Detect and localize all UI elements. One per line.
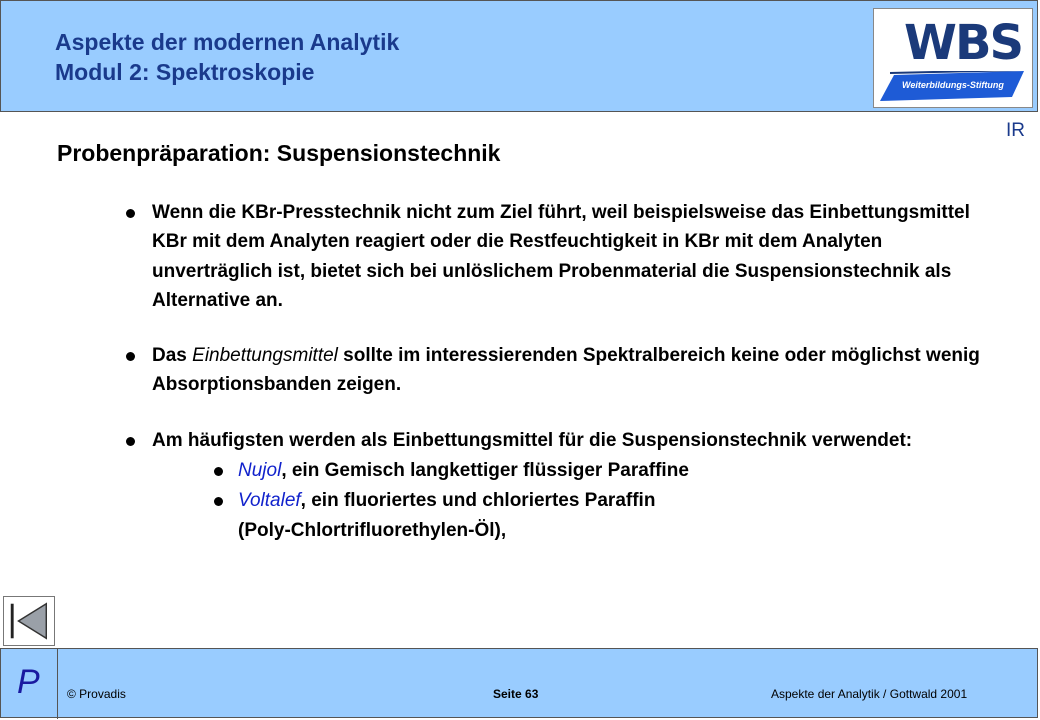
footer-page-number: Seite 63 xyxy=(493,687,539,701)
bullet-2 xyxy=(122,341,982,400)
footer-band xyxy=(0,648,1038,718)
section-tag: IR xyxy=(1006,120,1025,141)
wbs-logo xyxy=(873,8,1033,108)
term-nujol: Nujol xyxy=(238,460,282,482)
course-title xyxy=(55,27,399,87)
slide-title: Probenpräparation: Suspensionstechnik xyxy=(57,140,501,166)
nav-first-button[interactable] xyxy=(3,596,55,646)
bullet-2-emphasis: Einbettungsmittel xyxy=(192,345,338,367)
provadis-mark-box xyxy=(1,649,58,719)
header-band xyxy=(0,0,1038,112)
course-title-line1: Aspekte der modernen Analytik xyxy=(55,29,400,55)
slide-content xyxy=(122,198,982,545)
provadis-p-mark: P xyxy=(17,663,40,701)
logo-subtitle: Weiterbildungs-Stiftung xyxy=(902,80,1004,90)
bullet-1 xyxy=(122,198,982,315)
course-title-line2: Modul 2: Spektroskopie xyxy=(55,59,315,85)
subbullet-voltalef xyxy=(208,486,708,545)
bullet-3 xyxy=(122,426,982,545)
bullet-3-text: Am häufigsten werden als Einbettungsmittel für die Suspensionstechnik verwendet: xyxy=(152,429,913,451)
footer-copyright: © Provadis xyxy=(67,687,126,701)
subbullet-nujol-text: , ein Gemisch langkettiger flüssiger Paraffine xyxy=(281,460,689,482)
bullet-2-post: sollte im interessierenden Spektralbereich keine oder möglichst wenig Absorptionsbanden zeigen. xyxy=(152,345,980,396)
term-voltalef: Voltalef xyxy=(238,490,301,512)
skip-to-first-icon xyxy=(4,597,54,645)
subbullet-voltalef-text: , ein fluoriertes und chloriertes Paraffin (Poly-Chlortrifluorethylen-Öl), xyxy=(238,490,656,541)
bullet-2-pre: Das xyxy=(152,345,193,367)
subbullet-nujol xyxy=(208,456,708,485)
footer-course-info: Aspekte der Analytik / Gottwald 2001 xyxy=(771,687,968,701)
logo-mark: WBS xyxy=(904,15,1023,71)
bullet-1-text: Wenn die KBr-Presstechnik nicht zum Ziel führt, weil beispielsweise das Einbettungsmittel KBr mit dem Analyten reagiert oder die Restfeuchtigkeit in KBr mit dem Analyten unverträglich ist, bietet sich bei unlöslichem Probenmaterial die Suspensionstechnik als Alternative an. xyxy=(152,202,970,311)
